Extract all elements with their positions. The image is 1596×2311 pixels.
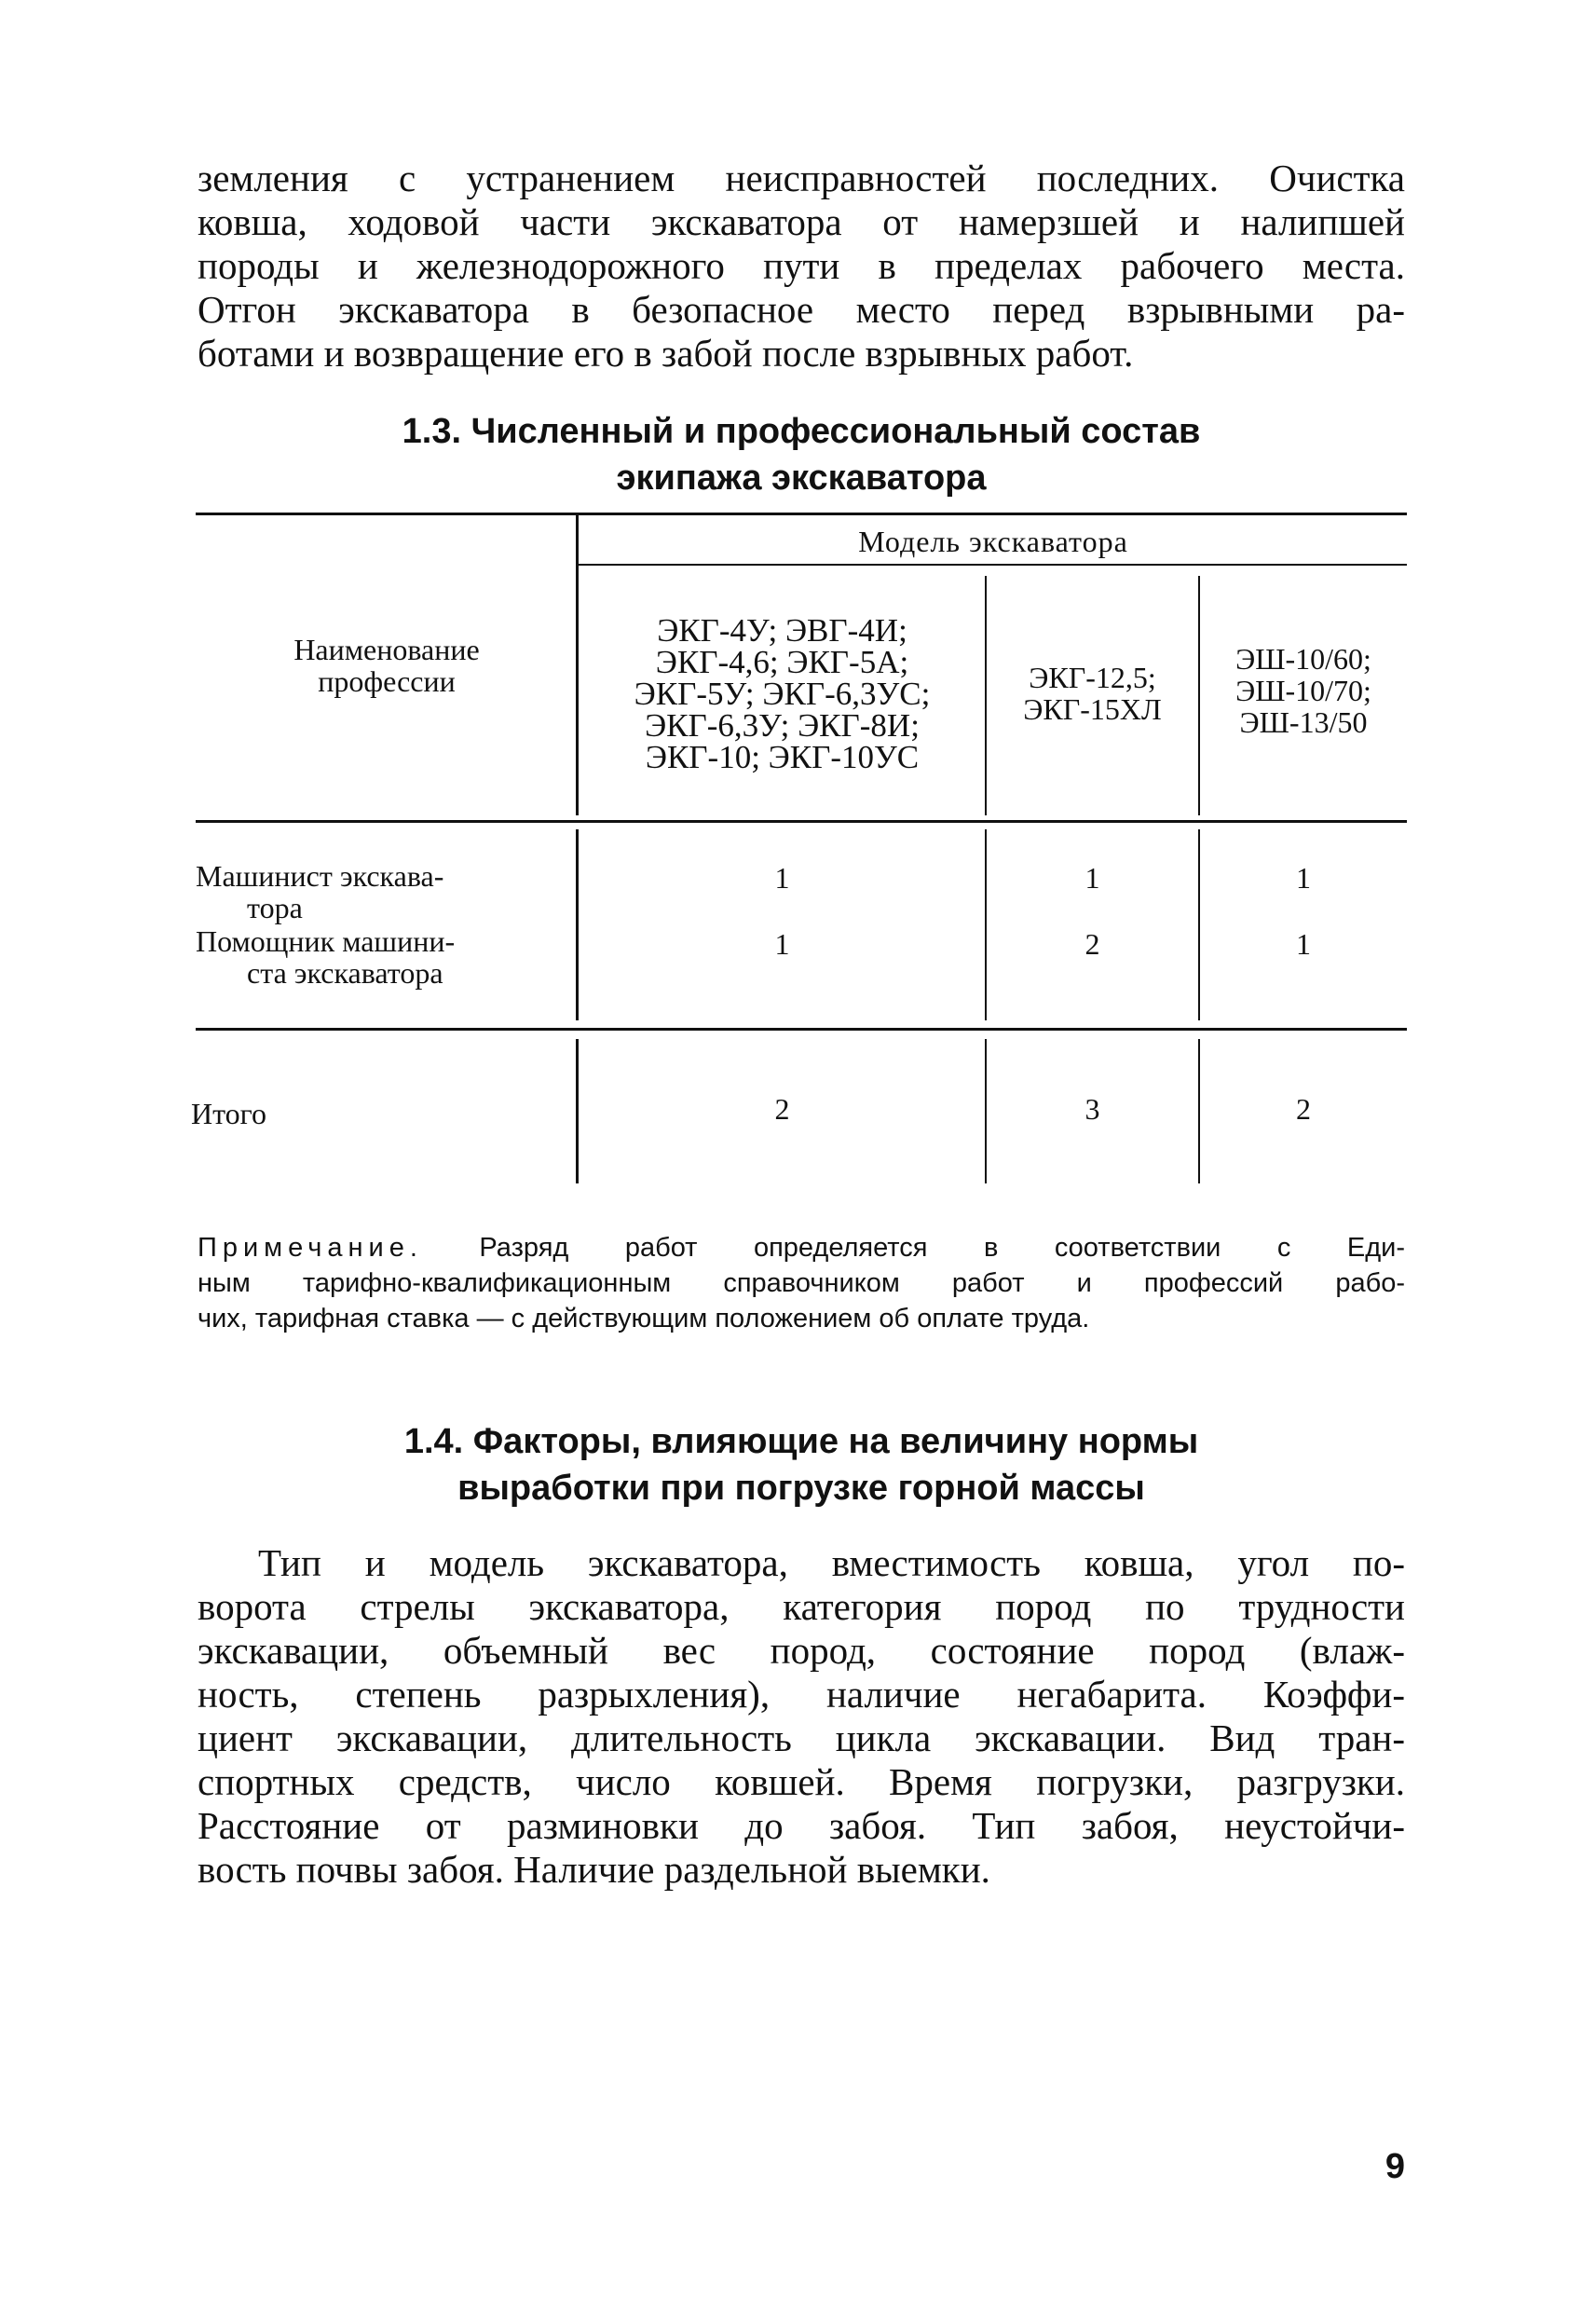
table-row-name: Машинист экскава- тора bbox=[196, 859, 444, 924]
header-profession: Наименование профессии bbox=[293, 633, 480, 698]
table-top-rule bbox=[196, 513, 1407, 515]
header-model-col3: ЭШ-10/60; ЭШ-10/70; ЭШ-13/50 bbox=[1235, 642, 1371, 739]
intro-line: породы и железнодорожного пути в пределах рабочего места. bbox=[198, 244, 1405, 287]
heading-line: 1.4. Факторы, влияющие на величину нормы bbox=[403, 1422, 1199, 1461]
note-text: Разряд работ определяется в соответствии с Еди- bbox=[479, 1233, 1405, 1263]
body-line: экскавации, объемный вес пород, состояние пород (влаж- bbox=[198, 1629, 1405, 1672]
intro-paragraph bbox=[198, 157, 1405, 376]
header-model-col1: ЭКГ-4У; ЭВГ-4И; ЭКГ-4,6; ЭКГ-5А; ЭКГ-5У; ЭКГ-6,3УС; ЭКГ-6,3У; ЭКГ-8И; ЭКГ-10; ЭКГ-10УС bbox=[634, 612, 931, 775]
section-1-3-heading bbox=[198, 408, 1405, 501]
body-line: ворота стрелы экскаватора, категория пород по трудности bbox=[198, 1585, 1405, 1628]
table-vrule-1 bbox=[576, 1039, 579, 1183]
header-model: Модель экскаватора bbox=[858, 525, 1128, 558]
factors-paragraph bbox=[198, 1541, 1405, 1892]
body-line: Расстояние от разминовки до забоя. Тип забоя, неустойчи- bbox=[198, 1804, 1405, 1847]
table-vrule-2 bbox=[985, 829, 987, 1020]
heading-line: 1.3. Численный и профессиональный состав bbox=[402, 412, 1201, 451]
table-cell: 1 bbox=[1296, 861, 1311, 895]
body-line: Тип и модель экскаватора, вместимость ковша, угол по- bbox=[258, 1541, 1405, 1584]
table-cell: 2 bbox=[1084, 927, 1100, 961]
body-line: ность, степень разрыхления), наличие негабарита. Коэффи- bbox=[198, 1673, 1405, 1716]
table-cell: 1 bbox=[774, 927, 790, 961]
body-line: циент экскавации, длительность цикла экскавации. Вид тран- bbox=[198, 1716, 1405, 1759]
table-vrule-1 bbox=[576, 829, 579, 1020]
table-header-bottom-rule bbox=[196, 820, 1407, 823]
page-number: 9 bbox=[1385, 2147, 1405, 2186]
table-body-bottom-rule bbox=[196, 1028, 1407, 1031]
table-vrule-3 bbox=[1198, 829, 1200, 1020]
table-total-label: Итого bbox=[191, 1097, 266, 1130]
section-1-4-heading bbox=[198, 1418, 1405, 1511]
header-model-col2: ЭКГ-12,5; ЭКГ-15ХЛ bbox=[1023, 661, 1162, 726]
table-cell: 1 bbox=[1084, 861, 1100, 895]
note-line bbox=[198, 1230, 1405, 1265]
table-model-rule bbox=[578, 564, 1407, 566]
intro-line: ботами и возвращение его в забой после взрывных работ. bbox=[198, 332, 1134, 375]
table-note bbox=[198, 1230, 1405, 1336]
table-row-name: Помощник машини- ста экскаватора bbox=[196, 924, 456, 990]
table-cell: 1 bbox=[1296, 927, 1311, 961]
intro-line: земления с устранением неисправностей последних. Очистка bbox=[198, 157, 1405, 199]
note-line: чих, тарифная ставка — с действующим положением об оплате труда. bbox=[198, 1304, 1090, 1333]
body-line: вость почвы забоя. Наличие раздельной выемки. bbox=[198, 1848, 990, 1891]
heading-line: выработки при погрузке горной массы bbox=[457, 1469, 1145, 1508]
intro-line: Отгон экскаватора в безопасное место перед взрывными ра- bbox=[198, 288, 1405, 331]
table-total-cell: 2 bbox=[1296, 1092, 1311, 1126]
intro-line: ковша, ходовой части экскаватора от намерзшей и налипшей bbox=[198, 200, 1405, 243]
table-cell: 1 bbox=[774, 861, 790, 895]
heading-line: экипажа экскаватора bbox=[616, 458, 987, 498]
table-vrule-1 bbox=[576, 515, 579, 815]
body-line: спортных средств, число ковшей. Время погрузки, разгрузки. bbox=[198, 1760, 1405, 1803]
note-label: Примечание. bbox=[198, 1233, 423, 1263]
note-line: ным тарифно-квалификационным справочником работ и профессий рабо- bbox=[198, 1268, 1405, 1298]
table-total-cell: 3 bbox=[1084, 1092, 1100, 1126]
table-total-cell: 2 bbox=[774, 1092, 790, 1126]
